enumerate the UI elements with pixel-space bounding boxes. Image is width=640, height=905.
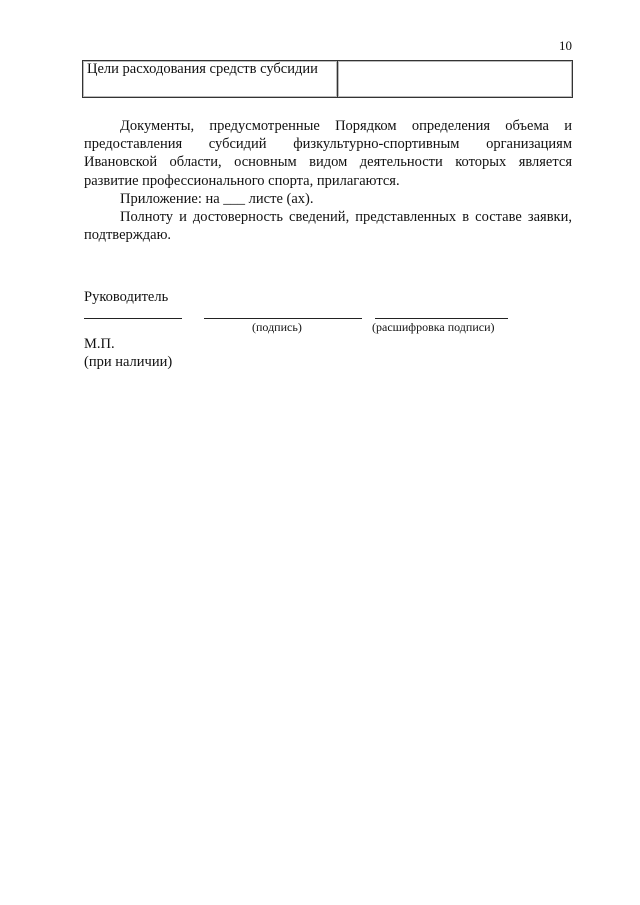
signature-caption: (подпись) xyxy=(252,320,302,334)
position-line xyxy=(84,318,182,319)
decoding-line xyxy=(375,318,508,319)
signature-line xyxy=(204,318,362,319)
head-label: Руководитель xyxy=(84,289,169,305)
seal-block xyxy=(84,335,172,371)
table-label-cell: Цели расходования средств субсидии xyxy=(83,61,338,98)
decoding-caption: (расшифровка подписи) xyxy=(372,320,495,334)
table-value-cell xyxy=(338,61,573,98)
table-row xyxy=(83,61,573,98)
attachment-paragraph: Приложение: на ___ листе (ах). xyxy=(120,190,314,207)
documents-paragraph: Документы, предусмотренные Порядком определения объема и предоставления субсидий физкультурно-спортивным организациям Ивановской области, основным видом деятельности которых является развитие профессионального спорта, прилагаются. xyxy=(84,118,572,189)
seal-note: (при наличии) xyxy=(84,354,173,370)
purpose-table xyxy=(82,60,573,98)
body-text xyxy=(84,117,572,244)
seal-label: М.П. xyxy=(84,336,115,352)
page-number: 10 xyxy=(559,38,572,53)
confirmation-paragraph: Полноту и достоверность сведений, представленных в составе заявки, подтверждаю. xyxy=(84,209,572,244)
